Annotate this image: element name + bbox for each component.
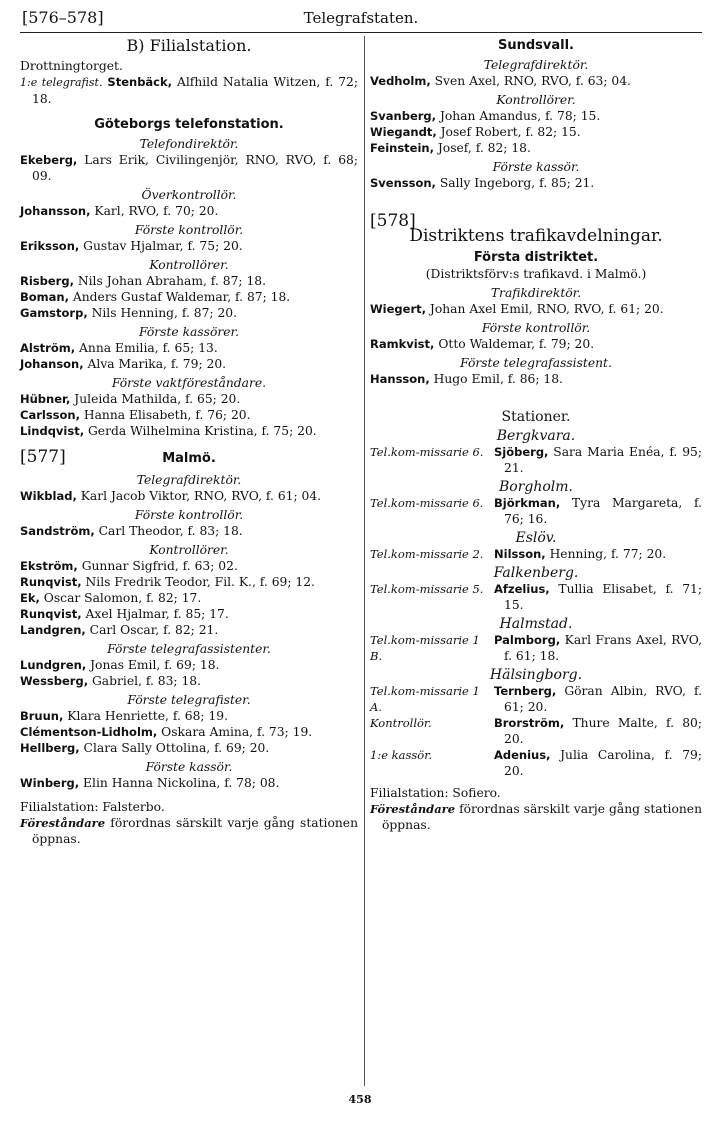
role-title: Telefondirektör.	[139, 137, 239, 151]
person-surname: Runqvist,	[20, 607, 82, 621]
distr-title: Distriktens trafikavdelningar.	[409, 226, 663, 246]
station-entry	[370, 747, 702, 779]
person-surname: Risberg,	[20, 274, 74, 288]
person-surname: Ekeberg,	[20, 153, 78, 167]
role-title: Förste kassör.	[492, 160, 580, 174]
person-entry	[20, 708, 358, 724]
station-person	[494, 632, 702, 664]
person-surname: Ramkvist,	[370, 337, 435, 351]
person-surname: Palmborg,	[494, 633, 561, 647]
person-entry	[370, 140, 702, 156]
station-person	[494, 747, 702, 779]
person-details: Hanna Elisabeth, f. 76; 20.	[79, 408, 251, 422]
role-title: Telegrafdirektör.	[483, 58, 589, 72]
person-entry	[20, 423, 358, 439]
person-details: Carl Oscar, f. 82; 21.	[85, 623, 219, 637]
person-entry	[20, 203, 358, 219]
person-details: Sara Maria Enéa, f. 95; 21.	[504, 445, 702, 475]
person-details: Karl Jacob Viktor, RNO, RVO, f. 61; 04.	[76, 489, 322, 503]
station-entry	[370, 715, 702, 747]
station-person	[494, 546, 702, 562]
person-surname: Hansson,	[370, 372, 430, 386]
station-entry	[370, 632, 702, 664]
person-entry	[20, 775, 358, 791]
person-surname: Svanberg,	[370, 109, 437, 123]
person-surname: Sjöberg,	[494, 445, 549, 459]
person-entry	[20, 558, 358, 574]
role-title: Telegrafdirektör.	[136, 473, 242, 487]
person-surname: Vedholm,	[370, 74, 431, 88]
person-surname: Wiegert,	[370, 302, 426, 316]
person-entry	[20, 289, 358, 305]
station-entry	[370, 546, 702, 562]
person-entry	[370, 371, 702, 387]
malmo-section	[20, 472, 358, 791]
station-role: Tel.kom-missarie 1 B.	[370, 633, 480, 663]
person-surname: Feinstein,	[370, 141, 434, 155]
person-entry	[20, 391, 358, 407]
station-person	[494, 715, 702, 747]
station-name: Halmstad.	[499, 616, 573, 632]
role-title: Kontrollörer.	[149, 543, 229, 557]
person-surname: Winberg,	[20, 776, 80, 790]
person-surname: Adenius,	[494, 748, 551, 762]
person-entry	[20, 657, 358, 673]
station-person	[494, 495, 702, 527]
person-entry	[20, 574, 358, 590]
person-surname: Wikblad,	[20, 489, 77, 503]
person-entry	[20, 238, 358, 254]
person-entry	[370, 301, 702, 317]
station-person	[494, 683, 702, 715]
station-role: Tel.kom-missarie 2.	[370, 547, 484, 561]
person-surname: Brorström,	[494, 716, 565, 730]
filial-sofiero: Filialstation: Sofiero.	[370, 786, 501, 800]
malmo-heading	[20, 449, 358, 469]
person-details: Nils Fredrik Teodor, Fil. K., f. 69; 12.	[81, 575, 315, 589]
filial-falsterbo: Filialstation: Falsterbo.	[20, 800, 165, 814]
person-details: Sven Axel, RNO, RVO, f. 63; 04.	[430, 74, 631, 88]
person-details: Gunnar Sigfrid, f. 63; 02.	[77, 559, 238, 573]
station-name: Bergkvara.	[496, 428, 576, 444]
person-details: Oskara Amina, f. 73; 19.	[157, 725, 313, 739]
person-surname: Wessberg,	[20, 674, 89, 688]
person-details: Karl, RVO, f. 70; 20.	[90, 204, 219, 218]
person-details: Axel Hjalmar, f. 85; 17.	[81, 607, 229, 621]
person-entry	[370, 175, 702, 191]
person-details: Oscar Salomon, f. 82; 17.	[39, 591, 202, 605]
role-title: Kontrollörer.	[496, 93, 576, 107]
person-entry	[20, 606, 358, 622]
person-details: Gerda Wilhelmina Kristina, f. 75; 20.	[84, 424, 317, 438]
role-title: Förste kontrollör.	[481, 321, 591, 335]
person-surname: Runqvist,	[20, 575, 82, 589]
person-surname: Johansson,	[20, 204, 91, 218]
stationer-title: Stationer.	[501, 409, 571, 425]
person-entry	[20, 724, 358, 740]
distr-sub2: (Distriktsförv:s trafikavd. i Malmö.)	[425, 267, 647, 281]
person-details: Sally Ingeborg, f. 85; 21.	[435, 176, 595, 190]
person-details: Juleida Mathilda, f. 65; 20.	[70, 392, 241, 406]
role-title: Förste telegrafister.	[127, 693, 251, 707]
station-name: Hälsingborg.	[489, 667, 583, 683]
person-surname: Alström,	[20, 341, 76, 355]
person-entry	[20, 740, 358, 756]
left-column	[20, 38, 358, 847]
person-surname: Carlsson,	[20, 408, 80, 422]
person-surname: Nilsson,	[494, 547, 546, 561]
person-entry	[20, 152, 358, 184]
person-surname: Lindqvist,	[20, 424, 85, 438]
stationer-section	[370, 428, 702, 779]
person-entry	[20, 523, 358, 539]
person-details: Johan Amandus, f. 78; 15.	[436, 109, 601, 123]
person-surname: Johanson,	[20, 357, 84, 371]
person-details: Henning, f. 77; 20.	[545, 547, 667, 561]
person-details: Josef Robert, f. 82; 15.	[436, 125, 581, 139]
person-details: Göran Albin, RVO, f. 61; 20.	[504, 684, 702, 714]
person-entry	[20, 622, 358, 638]
person-entry	[20, 407, 358, 423]
person-entry	[370, 108, 702, 124]
person-surname: Bruun,	[20, 709, 64, 723]
role-title: Förste kassörer.	[139, 325, 239, 339]
note: Föreståndare förordnas särskilt varje gång stationen öppnas.	[370, 802, 702, 832]
role-title: Förste vaktföreståndare.	[111, 376, 267, 390]
page-range: [576–578]	[22, 8, 104, 27]
column-divider	[364, 36, 365, 1086]
person-surname: Clémentson-Lidholm,	[20, 725, 158, 739]
page-header	[20, 6, 702, 33]
person-details: Karl Frans Axel, RVO, f. 61; 18.	[504, 633, 702, 663]
filial-title: B) Filialstation.	[126, 36, 252, 55]
person-entry	[370, 336, 702, 352]
person-details: Anna Emilia, f. 65; 13.	[75, 341, 218, 355]
person-details: Jonas Emil, f. 69; 18.	[86, 658, 220, 672]
person-entry	[20, 673, 358, 689]
role-title: Förste kassör.	[145, 760, 233, 774]
running-title: Telegrafstaten.	[303, 9, 419, 27]
section-number: [577]	[20, 447, 66, 467]
person-details: Josef, f. 82; 18.	[433, 141, 531, 155]
person-surname: Ternberg,	[494, 684, 557, 698]
person-surname: Eriksson,	[20, 239, 80, 253]
person-details: Nils Henning, f. 87; 20.	[87, 306, 238, 320]
person-details: Johan Axel Emil, RNO, RVO, f. 61; 20.	[426, 302, 664, 316]
person-entry	[20, 488, 358, 504]
station-person	[494, 581, 702, 613]
person-surname: Ekström,	[20, 559, 78, 573]
role-title: Trafikdirektör.	[490, 286, 582, 300]
station-entry	[370, 495, 702, 527]
role-title: Förste kontrollör.	[134, 508, 244, 522]
malmo-title: Malmö.	[162, 451, 216, 466]
gbg-section	[20, 136, 358, 439]
person-surname: Björkman,	[494, 496, 561, 510]
station-entry	[370, 444, 702, 476]
person-surname: Hellberg,	[20, 741, 80, 755]
right-column	[370, 38, 702, 833]
role-title: Förste kontrollör.	[134, 223, 244, 237]
station-role: Tel.kom-missarie 6.	[370, 445, 484, 459]
person-surname: Ek,	[20, 591, 40, 605]
person-details: Carl Theodor, f. 83; 18.	[94, 524, 243, 538]
person-entry	[20, 340, 358, 356]
station-name: Falkenberg.	[493, 565, 579, 581]
station-name: Eslöv.	[515, 530, 557, 546]
person-details: Julia Carolina, f. 79; 20.	[504, 748, 702, 778]
note: Föreståndare förordnas särskilt varje gång stationen öppnas.	[20, 816, 358, 846]
station-role: Kontrollör.	[370, 716, 432, 730]
section-number-578: [578]	[370, 211, 416, 231]
station-role: Tel.kom-missarie 5.	[370, 582, 484, 596]
page-number: 458	[348, 1093, 372, 1106]
role-title: Förste telegrafassistenter.	[107, 642, 271, 656]
person-surname: Svensson,	[370, 176, 436, 190]
station-role: 1:e kassör.	[370, 748, 433, 762]
person-details: Otto Waldemar, f. 79; 20.	[434, 337, 595, 351]
person-surname: Wiegandt,	[370, 125, 437, 139]
person-surname: Boman,	[20, 290, 69, 304]
role-title: Överkontrollör.	[141, 188, 237, 202]
station-role: Tel.kom-missarie 1 A.	[370, 684, 480, 714]
person-details: Thure Malte, f. 80; 20.	[504, 716, 702, 746]
person-details: Tullia Elisabet, f. 71; 15.	[504, 582, 702, 612]
person-surname: Landgren,	[20, 623, 86, 637]
person-details: Lars Erik, Civilingenjör, RNO, RVO, f. 68; 09.	[32, 153, 358, 183]
distr-section	[370, 285, 702, 387]
station-person	[494, 444, 702, 476]
person-details: Gustav Hjalmar, f. 75; 20.	[79, 239, 243, 253]
person-surname: Afzelius,	[494, 582, 550, 596]
gbg-title: Göteborgs telefonstation.	[94, 117, 284, 132]
person-surname: Sandström,	[20, 524, 95, 538]
person-entry	[20, 273, 358, 289]
person-details: Alva Marika, f. 79; 20.	[83, 357, 227, 371]
person-details: Tyra Margareta, f. 76; 16.	[504, 496, 702, 526]
person-details: Gabriel, f. 83; 18.	[88, 674, 202, 688]
station-role: Tel.kom-missarie 6.	[370, 496, 484, 510]
person-surname: Gamstorp,	[20, 306, 88, 320]
person-entry	[370, 124, 702, 140]
filial-address: Drottningtorget.	[20, 59, 123, 73]
person-details: Clara Sally Ottolina, f. 69; 20.	[79, 741, 270, 755]
person-entry	[20, 356, 358, 372]
station-entry	[370, 581, 702, 613]
person-details: Anders Gustaf Waldemar, f. 87; 18.	[68, 290, 291, 304]
person-entry	[20, 590, 358, 606]
sundsvall-section	[370, 57, 702, 191]
sundsvall-title: Sundsvall.	[497, 38, 574, 53]
person-details: Klara Henriette, f. 68; 19.	[63, 709, 229, 723]
person-details: Hugo Emil, f. 86; 18.	[429, 372, 563, 386]
person-details: Elin Hanna Nickolina, f. 78; 08.	[79, 776, 280, 790]
station-name: Borgholm.	[498, 479, 574, 495]
distr-sub: Första distriktet.	[473, 250, 599, 265]
role-title: Kontrollörer.	[149, 258, 229, 272]
role-title: Förste telegrafassistent.	[460, 356, 612, 370]
person-surname: Lundgren,	[20, 658, 87, 672]
station-entry	[370, 683, 702, 715]
person-entry	[370, 73, 702, 89]
filial-entry: 1:e telegrafist. Stenbäck, Alfhild Natalia Witzen, f. 72; 18.	[20, 75, 358, 106]
person-surname: Hübner,	[20, 392, 71, 406]
person-entry	[20, 305, 358, 321]
person-details: Nils Johan Abraham, f. 87; 18.	[73, 274, 266, 288]
